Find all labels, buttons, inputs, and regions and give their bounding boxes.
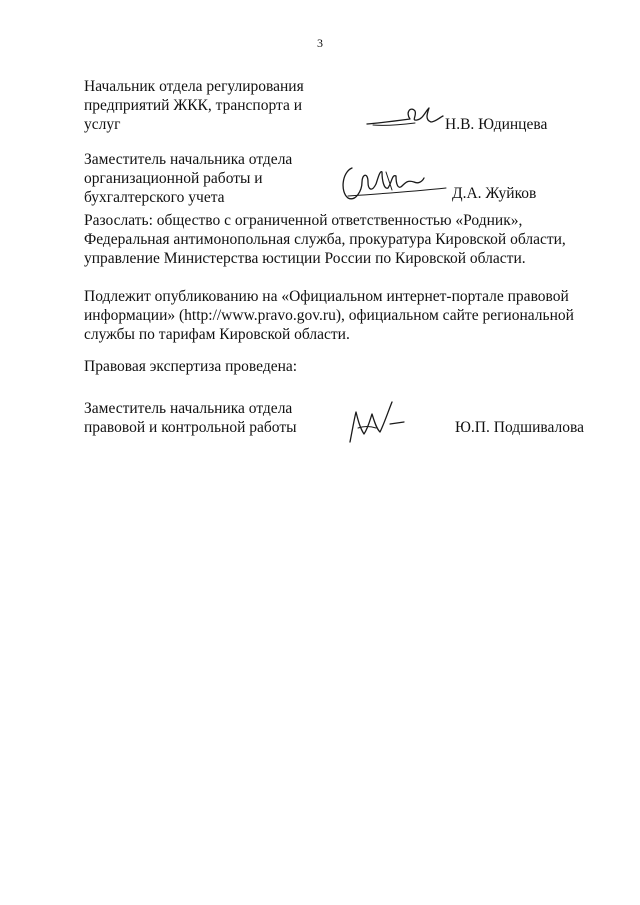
page-number: 3 [317, 36, 323, 50]
legal-signatory-position-line-1: Заместитель начальника отдела [84, 400, 293, 417]
signatory-1-position-line-3: услуг [84, 116, 121, 133]
signatory-1-name: Н.В. Юдинцева [445, 116, 548, 133]
signatory-2-position-line-1: Заместитель начальника отдела [84, 151, 293, 168]
signatory-1-position-line-2: предприятий ЖКК, транспорта и [84, 97, 302, 114]
distribution-line-2: Федеральная антимонопольная служба, прокуратура Кировской области, [84, 231, 566, 248]
distribution-line-1: Разослать: общество с ограниченной ответственностью «Родник», [84, 212, 523, 229]
signature-2-handwritten [338, 160, 450, 204]
signature-1-handwritten [365, 102, 445, 132]
legal-signatory-name: Ю.П. Подшивалова [455, 419, 584, 436]
legal-review-note: Правовая экспертиза проведена: [84, 358, 298, 375]
signature-3-handwritten [340, 398, 410, 446]
signatory-2-position-line-3: бухгалтерского учета [84, 189, 225, 206]
publication-line-2: информации» (http://www.pravo.gov.ru), официальном сайте региональной [84, 307, 574, 324]
signatory-2-name: Д.А. Жуйков [452, 185, 537, 202]
publication-line-3: службы по тарифам Кировской области. [84, 326, 350, 343]
legal-signatory-position-line-2: правовой и контрольной работы [84, 419, 297, 436]
publication-line-1: Подлежит опубликованию на «Официальном интернет-портале правовой [84, 288, 569, 305]
signatory-1-position-line-1: Начальник отдела регулирования [84, 78, 304, 95]
distribution-line-3: управление Министерства юстиции России по Кировской области. [84, 250, 526, 267]
signatory-2-position-line-2: организационной работы и [84, 170, 263, 187]
